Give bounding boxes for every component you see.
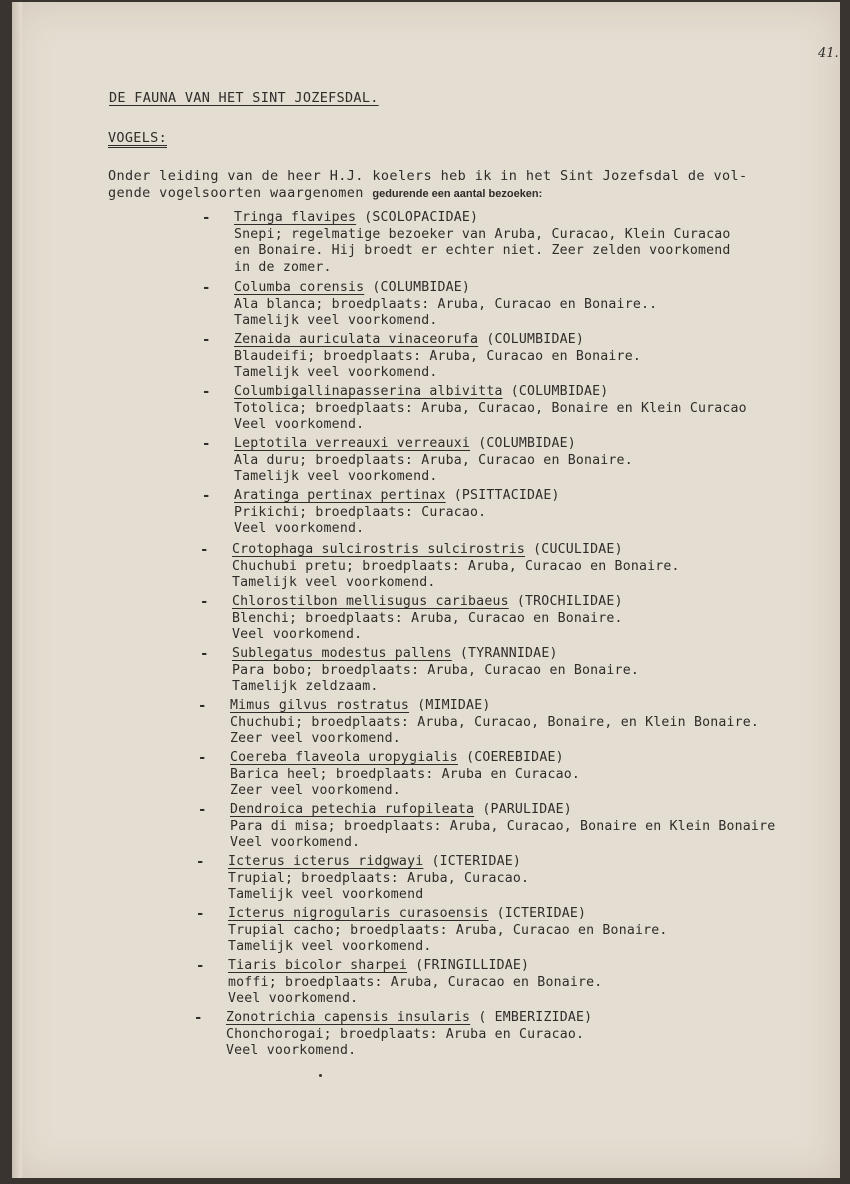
species-description-line: Totolica; broedplaats: Aruba, Curacao, Bonaire en Klein Curacao	[234, 400, 747, 416]
species-description-line: Tamelijk veel voorkomend.	[228, 939, 432, 954]
list-dash: -	[202, 384, 211, 400]
intro-paragraph	[108, 168, 808, 203]
species-description-line: Tamelijk zeldzaam.	[232, 679, 379, 694]
species-description-line: Tamelijk veel voorkomend.	[232, 575, 436, 590]
species-description-line: Chuchubi; broedplaats: Aruba, Curacao, Bonaire, en Klein Bonaire.	[230, 714, 760, 730]
intro-line-2	[108, 185, 808, 203]
list-dash: -	[202, 210, 211, 226]
family-name: (TROCHILIDAE)	[516, 594, 623, 609]
handwritten-note: gedurende een aantal bezoeken:	[372, 188, 543, 200]
species-description-line: Para bobo; broedplaats: Aruba, Curacao en Bonaire.	[232, 662, 639, 678]
scientific-name: Chlorostilbon mellisugus caribaeus	[232, 594, 509, 609]
species-heading	[232, 542, 680, 559]
species-heading	[232, 594, 623, 611]
list-dash: -	[196, 854, 205, 870]
species-description-line: Veel voorkomend.	[234, 417, 365, 432]
family-name: (COEREBIDAE)	[466, 750, 564, 765]
scientific-name: Icterus nigrogularis curasoensis	[228, 906, 489, 921]
scientific-name: Leptotila verreauxi verreauxi	[234, 436, 471, 451]
species-description-line: Trupial cacho; broedplaats: Aruba, Curacao en Bonaire.	[228, 922, 668, 938]
species-description-line: Blaudeifi; broedplaats: Aruba, Curacao en Bonaire.	[234, 348, 641, 364]
species-description-line: Tamelijk veel voorkomend.	[234, 313, 438, 328]
species-heading	[230, 802, 775, 819]
family-name: (MIMIDAE)	[417, 698, 491, 713]
species-heading	[234, 332, 641, 349]
species-heading	[230, 750, 580, 767]
species-heading	[234, 384, 747, 401]
scientific-name: Mimus gilvus rostratus	[230, 698, 410, 713]
section-heading: VOGELS:	[108, 130, 167, 146]
species-description-line: Chonchorogai; broedplaats: Aruba en Curacao.	[226, 1026, 585, 1042]
scientific-name: Columba corensis	[234, 280, 365, 295]
species-heading	[232, 646, 639, 663]
list-dash: -	[198, 750, 207, 766]
family-name: (FRINGILLIDAE)	[415, 958, 530, 973]
family-name: (CUCULIDAE)	[533, 542, 623, 557]
family-name: (PSITTACIDAE)	[453, 488, 560, 503]
species-heading	[234, 488, 560, 505]
species-description-line: Barica heel; broedplaats: Aruba en Curacao.	[230, 766, 581, 782]
species-description-line: en Bonaire. Hij broedt er echter niet. Zeer zelden voorkomend	[234, 243, 731, 258]
species-description-line: Tamelijk veel voorkomend.	[234, 469, 438, 484]
scientific-name: Zonotrichia capensis insularis	[226, 1010, 471, 1025]
species-description-line: Ala duru; broedplaats: Aruba, Curacao en Bonaire.	[234, 452, 633, 468]
family-name: (ICTERIDAE)	[496, 906, 587, 921]
species-heading	[234, 210, 731, 227]
scientific-name: Crotophaga sulcirostris sulcirostris	[232, 542, 526, 557]
family-name: ( EMBERIZIDAE)	[478, 1010, 593, 1025]
family-name: (COLUMBIDAE)	[510, 384, 609, 399]
page-binding-edge	[12, 2, 22, 1178]
list-dash: -	[196, 906, 205, 922]
scientific-name: Tiaris bicolor sharpei	[228, 958, 408, 973]
list-dash: -	[196, 958, 205, 974]
species-description-line: Tamelijk veel voorkomend	[228, 887, 424, 902]
list-dash: -	[202, 280, 211, 296]
scientific-name: Dendroica petechia rufopileata	[230, 802, 475, 817]
list-dash: -	[202, 436, 211, 452]
scientific-name: Icterus icterus ridgwayi	[228, 854, 424, 869]
list-dash: -	[194, 1010, 203, 1026]
scientific-name: Zenaida auriculata vinaceorufa	[234, 332, 479, 347]
scientific-name: Tringa flavipes	[234, 210, 357, 225]
scientific-name: Sublegatus modestus pallens	[232, 646, 452, 661]
family-name: (COLUMBIDAE)	[486, 332, 585, 347]
species-description-line: Veel voorkomend.	[230, 835, 361, 850]
species-heading	[234, 436, 633, 453]
species-description-line: Trupial; broedplaats: Aruba, Curacao.	[228, 870, 530, 886]
species-description-line: Tamelijk veel voorkomend.	[234, 365, 438, 380]
species-description-line: Snepi; regelmatige bezoeker van Aruba, Curacao, Klein Curacao	[234, 226, 731, 242]
species-description-line: Zeer veel voorkomend.	[230, 783, 401, 798]
page-title: DE FAUNA VAN HET SINT JOZEFSDAL.	[109, 90, 379, 106]
species-description-line: Veel voorkomend.	[232, 627, 363, 642]
ink-speck	[319, 1074, 322, 1077]
scientific-name: Coereba flaveola uropygialis	[230, 750, 458, 765]
list-dash: -	[200, 542, 209, 558]
species-heading	[226, 1010, 592, 1027]
list-dash: -	[200, 594, 209, 610]
species-description-line: Veel voorkomend.	[228, 991, 359, 1006]
species-description-line: Chuchubi pretu; broedplaats: Aruba, Curacao en Bonaire.	[232, 558, 680, 574]
list-dash: -	[202, 332, 211, 348]
species-description-line: Zeer veel voorkomend.	[230, 731, 401, 746]
intro-line-1: Onder leiding van de heer H.J. koelers heb ik in het Sint Jozefsdal de vol-	[108, 168, 748, 184]
family-name: (SCOLOPACIDAE)	[364, 210, 479, 225]
family-name: (COLUMBIDAE)	[372, 280, 471, 295]
scientific-name: Columbigallinapasserina albivitta	[234, 384, 503, 399]
species-description-line: Blenchi; broedplaats: Aruba, Curacao en Bonaire.	[232, 610, 623, 626]
species-heading	[234, 280, 657, 297]
species-description-line: moffi; broedplaats: Aruba, Curacao en Bonaire.	[228, 974, 603, 990]
species-heading	[228, 958, 602, 975]
document-page	[12, 2, 840, 1178]
list-dash: -	[198, 802, 207, 818]
family-name: (ICTERIDAE)	[431, 854, 522, 869]
species-heading	[230, 698, 759, 715]
species-heading	[228, 854, 529, 871]
list-dash: -	[200, 646, 209, 662]
species-description-line: Veel voorkomend.	[226, 1043, 357, 1058]
family-name: (TYRANNIDAE)	[459, 646, 558, 661]
species-description-line: Para di misa; broedplaats: Aruba, Curacao, Bonaire en Klein Bonaire	[230, 818, 776, 834]
scientific-name: Aratinga pertinax pertinax	[234, 488, 446, 503]
intro-typed-text: gende vogelsoorten waargenomen	[108, 185, 364, 201]
species-description-line: in de zomer.	[234, 259, 332, 275]
family-name: (COLUMBIDAE)	[478, 436, 576, 451]
list-dash: -	[202, 488, 211, 504]
list-dash: -	[198, 698, 207, 714]
species-heading	[228, 906, 668, 923]
species-description-line: Prikichi; broedplaats: Curacao.	[234, 504, 487, 520]
family-name: (PARULIDAE)	[482, 802, 572, 817]
species-description-line: Ala blanca; broedplaats: Aruba, Curacao en Bonaire..	[234, 296, 658, 312]
species-description-line: Veel voorkomend.	[234, 521, 365, 536]
page-number: 41.	[818, 46, 839, 61]
